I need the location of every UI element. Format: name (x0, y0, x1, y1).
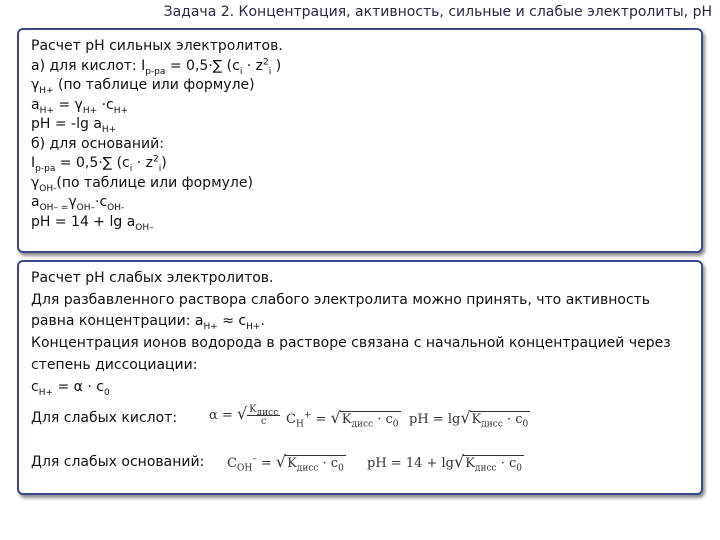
weak-heading: Расчет pH слабых электролитов. (31, 270, 274, 286)
activity-h-formula: $a_{H+} = \gamma_{H+} \cdot c_{H+}$ (31, 96, 129, 116)
acid-ionic-strength-formula: а) для кислот: $I_{р-ра} = 0,5\cdot\sum$ ($c_i \cdot z^2_i$ ) (31, 56, 282, 77)
weak-paragraph-1: Для разбавленного раствора слабого электролита можно принять, что активность (31, 291, 651, 308)
ch-formula: $C_H^+ = √K_{дисс} \cdot c_0$ (286, 408, 399, 430)
alpha-formula: α = √ $\frac{K_{дисс}}{c}$ (209, 404, 279, 428)
weak-bases-label: Для слабых оснований: (31, 454, 205, 471)
activity-oh-formula: $a_{OH- =}\gamma_{OH-}\cdot c_{OH-}$ (31, 194, 125, 213)
bases-label: б) для оснований: (31, 135, 164, 152)
coh-formula: $C_{OH}^- = √K_{дисс} \cdot c_0$ (227, 452, 344, 474)
gamma-h-line: $\gamma_{H+}$ (по таблице или формуле) (31, 77, 255, 96)
strong-heading: Расчет pH сильных электролитов. (31, 38, 283, 54)
ph-weak-acid-formula: pH = $\lg√K_{дисс} \cdot c_0$ (409, 408, 529, 430)
weak-bases-row (31, 442, 701, 486)
ph-base-formula: pH = $14 + \lg a_{OH-}$ (31, 213, 154, 233)
slide-title: Задача 2. Концентрация, активность, сильные и слабые электролиты, pH (163, 4, 712, 20)
weak-paragraph-3: Концентрация ионов водорода в растворе связана с начальной концентрацией через (31, 335, 671, 352)
weak-electrolytes-panel (17, 260, 703, 495)
weak-acids-row (31, 398, 701, 442)
weak-paragraph-2: равна концентрации: $a_{H+} \approx c_{H+}$. (31, 313, 265, 333)
strong-electrolytes-panel (17, 28, 703, 253)
ph-weak-base-formula: pH = $14 + \lg√K_{дисс} \cdot c_0$ (367, 452, 522, 474)
concentration-h-formula: $c_{H+} = \alpha \cdot c_0$ (31, 378, 110, 398)
weak-paragraph-4: степень диссоциации: (31, 356, 198, 373)
gamma-oh-line: $\gamma_{OH-}(по$ таблице или формуле) (31, 174, 253, 194)
base-ionic-strength-formula: $I_{р-ра} = 0,5\cdot\sum$ $(c_i \cdot z^2_i)$ (31, 154, 167, 174)
ph-acid-formula: pH = -lg $a_{H+}$ (31, 116, 117, 135)
weak-acids-label: Для слабых кислот: (31, 410, 178, 427)
